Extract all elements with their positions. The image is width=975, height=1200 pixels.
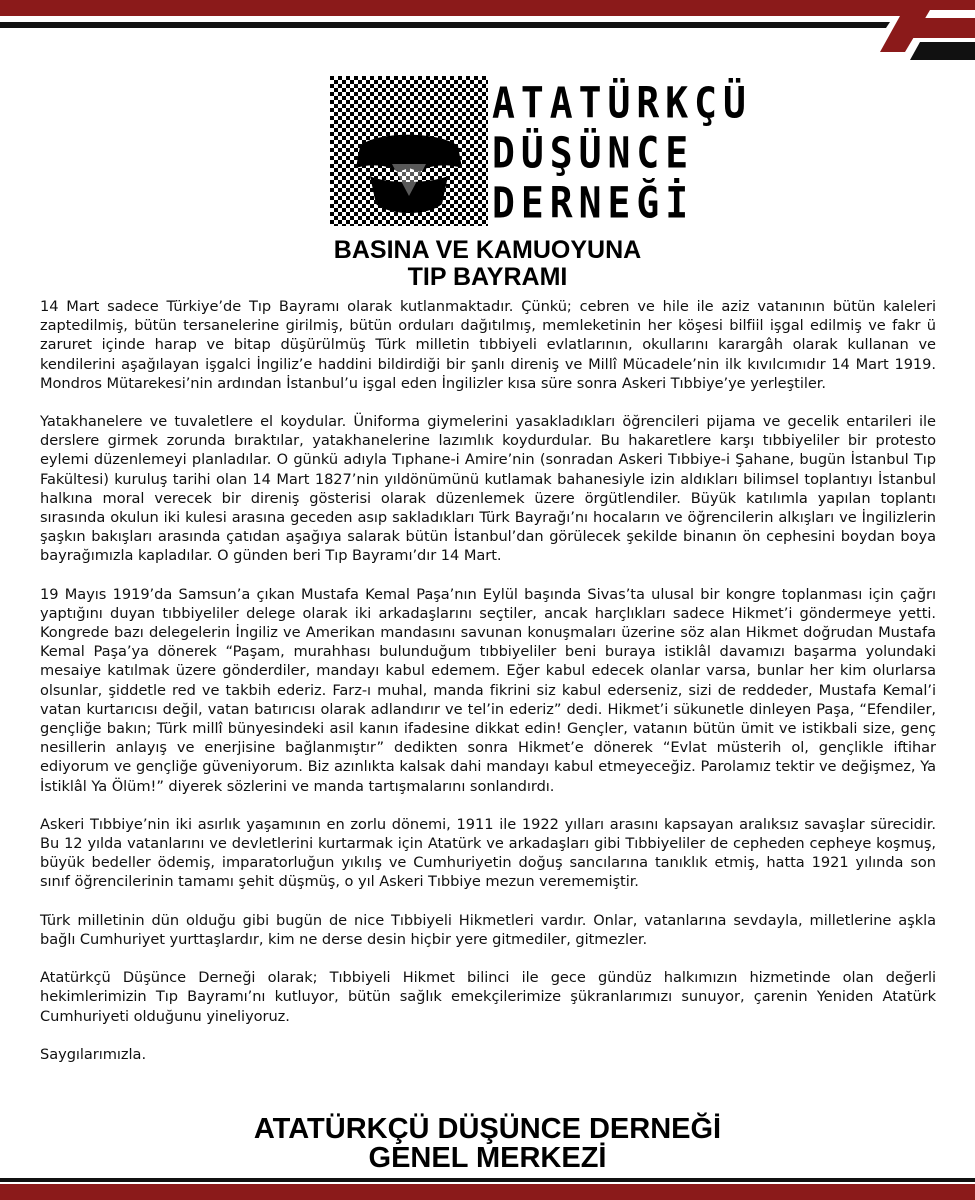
paragraph-4: Askeri Tıbbiye’nin iki asırlık yaşamının en zorlu dönemi, 1911 ile 1922 yılları arasını kapsayan aralıksız savaşlar sürecidir. Bu 12 yılda vatanlarını ve devletlerini kurtarmak için Atatürk ve arkadaşları gibi Tıbbiyeliler de cepheden cepheye koşmuş, büyük bedeller ödemiş, imparatorluğun yıkılış ve Cumhuriyetin doğuş sancılarına tanıklık etmiş, hatta 1921 yılında son sınıf öğrencilerinin tamamı şehit düşmüş, o yıl Askeri Tıbbiye mezun verememiştir.	[40, 815, 936, 891]
press-heading: BASINA VE KAMUOYUNA	[333, 236, 642, 264]
paragraph-2: Yatakhanelere ve tuvaletlere el koydular. Üniforma giymelerini yasakladıkları öğrencileri pijama ve gecelik entarileri ile derslere girmek zorunda bıraktılar, yatakhanelerine lazımlık koydurdular. Bu hakaretlere karşı tıbbiyeliler bir protesto eylemi düzenlemeyi planladılar. O günkü adıyla Tıphane-i Amire’nin (sonradan Askeri Tıbbiye-i Şahane, bugün İstanbul Tıp Fakültesi) kuruluş tarihi olan 14 Mart 1827’nin yıldönümünü kutlamak bahanesiyle izin aldıkları bilimsel toplantıyı İstanbul halkına moral verecek bir direniş gösterisi olarak düzenlemek üzere örgütlendiler. Büyük katılımla yapılan toplantı sırasında okulun iki kulesi arasına geceden asıp sakladıkları Türk Bayrağı’nı hocaların ve öğrencilerin alkışları ve İngilizlerin şaşkın bakışları arasında çatıdan aşağıya salarak bütün İstanbul’dan görülecek şekilde binanın ön cephesini boydan boya bayrağımızla kapladılar. O günden beri Tıp Bayramı’dır 14 Mart.	[40, 413, 936, 565]
signature-office: GENEL MERKEZİ	[368, 1142, 607, 1174]
statement-body	[40, 297, 936, 1083]
paragraph-1: 14 Mart sadece Türkiye’de Tıp Bayramı olarak kutlanmaktadır. Çünkü; cebren ve hile ile aziz vatanının bütün kaleleri zaptedilmiş, bütün tersanelerine girilmiş, bütün orduları dağıtılmış, memleketinin her köşesi bilfiil işgal edilmiş ve fakr ü zaruret içinde harap ve bitap düşürülmüş Türk milletin tıbbiyeli evlatlarının, okullarını karargâh olarak kullanan ve kendilerini aşağılayan işgalci İngiliz’e haddini bildirdiği bir şanlı direniş ve Millî Mücadele’nin ilk kıvılcımıdır 14 Mart 1919. Mondros Mütarekesi’nin ardından İstanbul’u işgal eden İngilizler kısa süre sonra Askeri Tıbbiye’ye yerleştiler.	[40, 298, 936, 392]
paragraph-5: Türk milletinin dün olduğu gibi bugün de nice Tıbbiyeli Hikmetleri vardır. Onlar, vatanlarına sevdayla, milletlerine aşkla bağlı Cumhuriyet yurttaşlardır, kim ne derse desin hiçbir yere gitmediler, gitmezler.	[40, 911, 936, 948]
paragraph-6: Atatürkçü Düşünce Derneği olarak; Tıbbiyeli Hikmet bilinci ile gece gündüz halkımızın hizmetinde olan değerli hekimlerimizin Tıp Bayramı’nı kutluyor, bütün sağlık emekçilerimize şükranlarımızı sunuyor, çarenin Yeniden Atatürk Cumhuriyeti olduğunu yineliyoruz.	[40, 969, 936, 1025]
logo-wordmark	[492, 78, 752, 228]
pixel-portrait-icon	[330, 76, 488, 226]
paragraph-3: 19 Mayıs 1919’da Samsun’a çıkan Mustafa Kemal Paşa’nın Eylül başında Sivas’ta ulusal bir kongre toplanması için çağrı yaptığını duyan tıbbiyeliler delege olarak iki arkadaşlarını seçtiler, ancak harçlıkları sadece Hikmet’i göndermeye yetti. Kongrede bazı delegelerin İngiliz ve Amerikan mandasını savunan konuşmaları üzerine söz alan Hikmet doğrudan Mustafa Kemal Paşa’ya dönerek “Paşam, murahhası bulunduğum tıbbiyeliler beni buraya istiklâl davamızı başarma yolundaki mesaiye katılmak üzere gönderdiler, mandayı kabul edemem. Eğer kabul edecek olanlar varsa, bunlar her kim olurlarsa olsunlar, şiddetle red ve takbih ederiz. Farz-ı muhal, manda fikrini siz kabul ederseniz, sizi de reddeder, Mustafa Kemal’i vatan kurtarıcısı değil, vatan batırıcısı olarak adlandırır ve tel’in ederiz” dedi. Hikmet’i sükunetle dinleyen Paşa, “Efendiler, gençliğe bakın; Türk millî bünyesindeki asil kanın ifadesine dikkat edin! Gençler, vatanın bütün ümit ve istikbali size, genç nesillerin anlayış ve enerjisine bağlanmıştır” dedikten sonra Hikmet’e dönerek “Evlat müsterih ol, gençlikle iftihar ediyorum ve gençliğe güveniyorum. Biz azınlıkta kalsak dahi mandayı kabul etmeyeceğiz. Parolamız tektir ve değişmez, Ya İstiklâl Ya Ölüm!” diyerek sözlerini ve manda tartışmalarını sonlandırdı.	[40, 585, 936, 795]
logo-word-3: DERNEĞİ	[492, 178, 695, 228]
organization-logo	[330, 76, 752, 234]
logo-word-2: DÜŞÜNCE	[492, 128, 695, 178]
bottom-stripe-banner	[0, 1170, 975, 1200]
signature-organization: ATATÜRKÇÜ DÜŞÜNCE DERNEĞİ	[253, 1113, 722, 1145]
document-title: TIP BAYRAMI	[407, 263, 568, 291]
closing-greeting: Saygılarımızla.	[40, 1045, 147, 1063]
top-stripe-banner	[0, 0, 975, 60]
logo-word-1: ATATÜRKÇÜ	[492, 78, 752, 128]
